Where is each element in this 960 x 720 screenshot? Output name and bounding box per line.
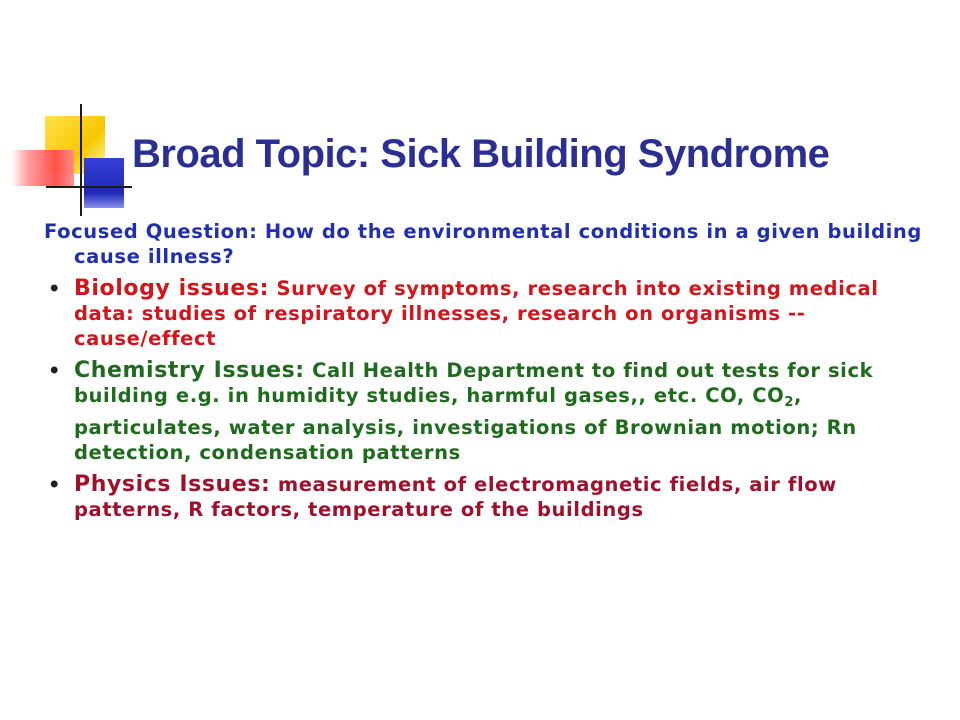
bullet-dot: •: [48, 473, 62, 496]
vertical-line-shape: [80, 104, 82, 216]
chemistry-text-continued: , particulates, water analysis, investigations of Brownian motion; Rn detection, condensation patterns: [74, 384, 857, 464]
slide-title: Broad Topic: Sick Building Syndrome: [132, 132, 830, 176]
biology-text: Survey of symptoms, research into existing medical data: studies of respiratory illnesses, research on organisms --cause/effect: [74, 277, 879, 350]
red-bar-shape: [12, 150, 74, 186]
bullet-physics: [44, 472, 924, 522]
physics-lead: Physics Issues:: [74, 472, 271, 497]
bullet-biology: [44, 276, 924, 351]
blue-square-shape: [84, 158, 124, 208]
chemistry-lead: Chemistry Issues:: [74, 358, 305, 383]
biology-lead: Biology issues:: [74, 276, 270, 301]
bullet-dot: •: [48, 359, 62, 382]
chemistry-text: Call Health Department to find out tests for sick building e.g. in humidity studies, harmful gases,, etc. CO, CO: [74, 359, 874, 407]
bullet-dot: •: [48, 277, 62, 300]
physics-text: measurement of electromagnetic fields, air flow patterns, R factors, temperature of the buildings: [74, 473, 837, 521]
co2-subscript: 2: [784, 395, 795, 410]
bullet-chemistry: [44, 358, 924, 465]
slide-body: [44, 219, 924, 529]
focused-question: Focused Question: How do the environmental conditions in a given building cause illness?: [44, 220, 922, 268]
horizontal-line-shape: [46, 186, 132, 188]
